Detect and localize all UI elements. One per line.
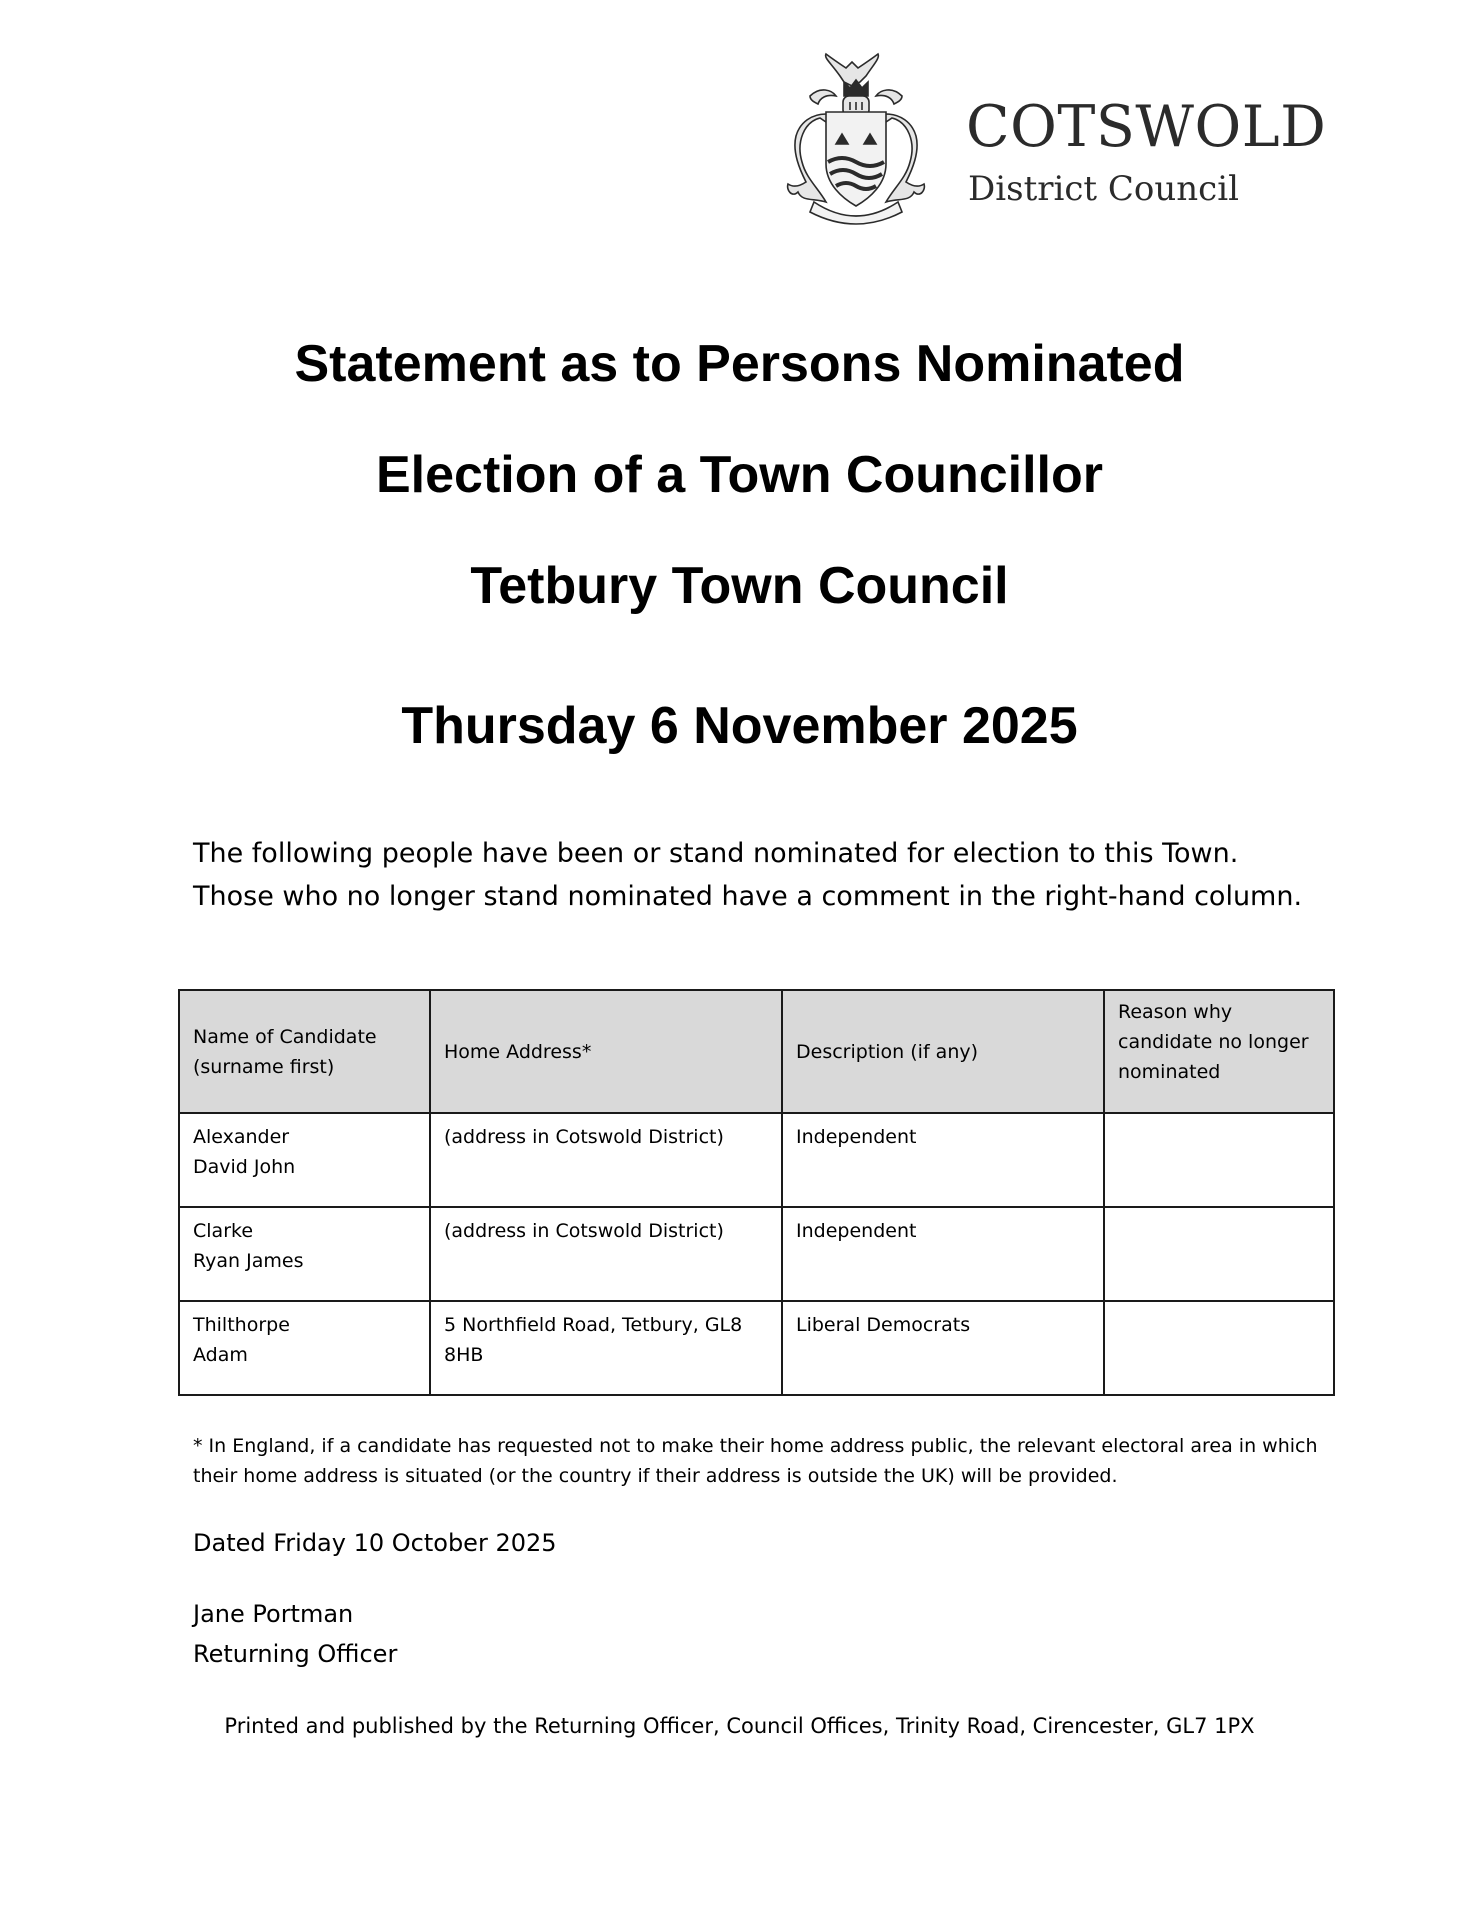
signatory-title: Returning Officer: [193, 1640, 398, 1668]
table-row: [179, 1207, 1334, 1301]
candidate-reason: [1104, 1113, 1334, 1207]
imprint-line: Printed and published by the Returning Officer, Council Offices, Trinity Road, Cirencester, GL7 1PX: [224, 1714, 1255, 1738]
candidate-name-cell: [179, 1207, 430, 1301]
candidate-surname: Thilthorpe: [193, 1314, 290, 1336]
candidate-address: 5 Northfield Road, Tetbury, GL8 8HB: [430, 1301, 782, 1395]
council-title: Tetbury Town Council: [470, 557, 1009, 615]
column-header-name: Name of Candidate (surname first): [179, 990, 430, 1113]
council-crest-logo: [774, 52, 938, 226]
candidate-reason: [1104, 1301, 1334, 1395]
candidate-other-names: Ryan James: [193, 1250, 304, 1272]
candidate-name-cell: [179, 1113, 430, 1207]
candidate-description: Independent: [782, 1113, 1104, 1207]
candidate-reason: [1104, 1207, 1334, 1301]
crest-emblem-icon: [774, 52, 938, 226]
candidate-other-names: Adam: [193, 1344, 248, 1366]
candidate-other-names: David John: [193, 1156, 296, 1178]
dated-line: Dated Friday 10 October 2025: [193, 1529, 557, 1557]
signatory-name: Jane Portman: [193, 1600, 354, 1628]
table-row: [179, 1113, 1334, 1207]
candidate-surname: Clarke: [193, 1220, 254, 1242]
column-header-address: Home Address*: [430, 990, 782, 1113]
document-title: Statement as to Persons Nominated: [294, 335, 1185, 393]
table-row: [179, 1301, 1334, 1395]
candidate-description: Independent: [782, 1207, 1104, 1301]
candidate-description: Liberal Democrats: [782, 1301, 1104, 1395]
election-title: Election of a Town Councillor: [375, 446, 1104, 504]
address-footnote: * In England, if a candidate has requested not to make their home address public, the relevant electoral area in which their home address is situated (or the country if their address is outside the UK) will be provided.: [193, 1435, 1318, 1487]
council-name: COTSWOLD: [966, 94, 1327, 160]
candidates-table: [178, 989, 1335, 1396]
candidate-address: (address in Cotswold District): [430, 1113, 782, 1207]
candidate-surname: Alexander: [193, 1126, 290, 1148]
column-header-reason: Reason why candidate no longer nominated: [1104, 990, 1334, 1113]
election-date: Thursday 6 November 2025: [401, 697, 1078, 755]
candidate-address: (address in Cotswold District): [430, 1207, 782, 1301]
table-header-row: [179, 990, 1334, 1113]
signatory-block: [193, 1594, 397, 1674]
council-subtitle: District Council: [968, 169, 1239, 209]
candidate-name-cell: [179, 1301, 430, 1395]
intro-paragraph: The following people have been or stand nominated for election to this Town. Those who no longer stand nominated have a comment in the right-hand column.: [193, 838, 1303, 912]
column-header-description: Description (if any): [782, 990, 1104, 1113]
